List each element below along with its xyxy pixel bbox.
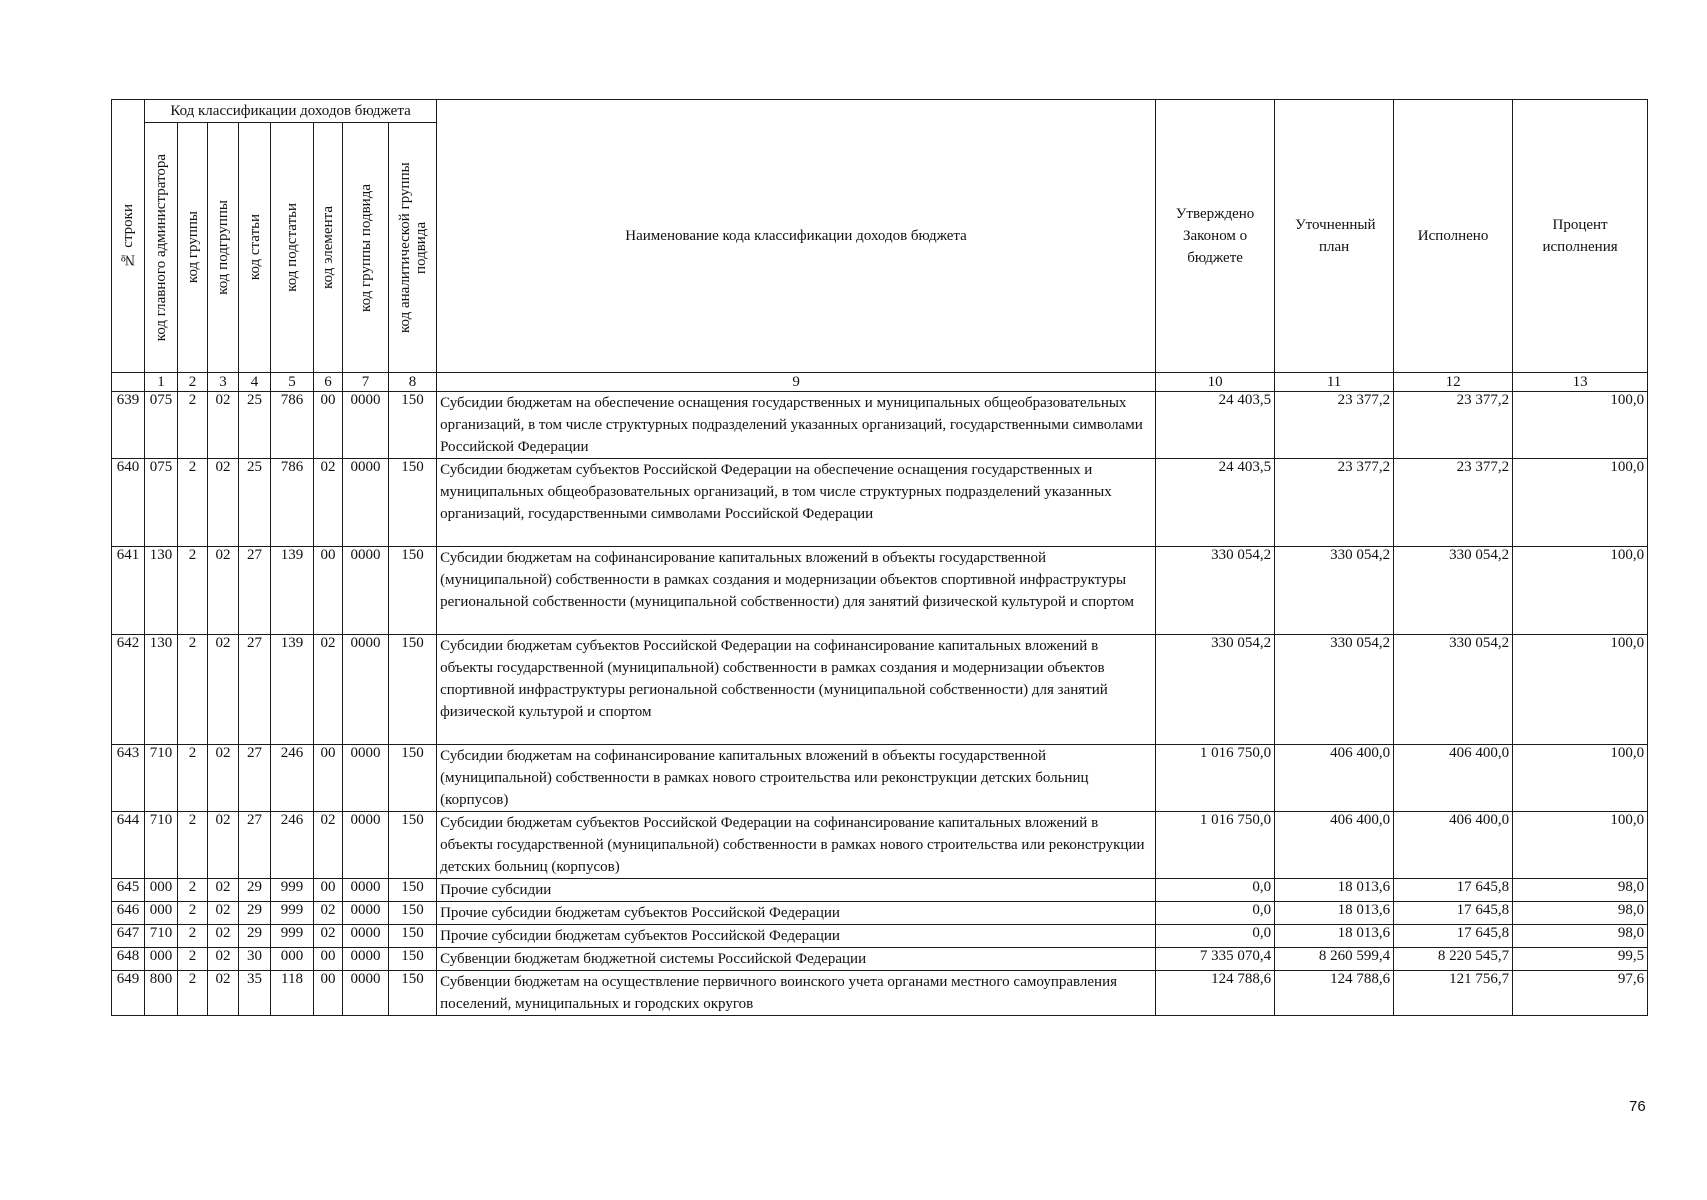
element-code-cell: 00 — [314, 971, 343, 1016]
analytic-group-cell: 150 — [389, 902, 437, 925]
name-header: Наименование кода классификации доходов бюджета — [437, 100, 1156, 373]
subgroup-code-cell: 02 — [208, 392, 239, 459]
subgroup-code-cell: 02 — [208, 971, 239, 1016]
subkind-group-cell: 0000 — [343, 459, 389, 547]
table-row — [112, 547, 1648, 635]
refined-plan-value-cell: 18 013,6 — [1275, 879, 1394, 902]
group-code-cell: 2 — [178, 635, 208, 745]
subkind-group-cell: 0000 — [343, 812, 389, 879]
classification-group-header: Код классификации доходов бюджета — [145, 100, 437, 123]
row-number-cell: 646 — [112, 902, 145, 925]
article-code-cell: 25 — [239, 392, 271, 459]
percent-value-cell: 100,0 — [1513, 547, 1648, 635]
column-number: 8 — [389, 373, 437, 392]
subkind-group-cell: 0000 — [343, 745, 389, 812]
percent-value-cell: 100,0 — [1513, 745, 1648, 812]
analytic-group-cell: 150 — [389, 971, 437, 1016]
approved-value-cell: 24 403,5 — [1156, 392, 1275, 459]
name-cell: Прочие субсидии бюджетам субъектов Российской Федерации — [437, 902, 1156, 925]
group-code-cell: 2 — [178, 879, 208, 902]
analytic-group-cell: 150 — [389, 879, 437, 902]
subgroup-code-cell: 02 — [208, 948, 239, 971]
approved-value-cell: 0,0 — [1156, 879, 1275, 902]
row-number-cell: 641 — [112, 547, 145, 635]
analytic-group-cell: 150 — [389, 547, 437, 635]
element-code-header: код элемента — [314, 123, 343, 373]
analytic-group-cell: 150 — [389, 635, 437, 745]
approved-header: Утверждено Законом о бюджете — [1156, 100, 1275, 373]
approved-value-cell: 24 403,5 — [1156, 459, 1275, 547]
admin-code-cell: 130 — [145, 635, 178, 745]
name-cell: Субвенции бюджетам на осуществление первичного воинского учета органами местного самоуправления поселений, муниципальных и городских округов — [437, 971, 1156, 1016]
row-number-cell: 640 — [112, 459, 145, 547]
element-code-cell: 02 — [314, 925, 343, 948]
group-code-cell: 2 — [178, 971, 208, 1016]
name-cell: Субвенции бюджетам бюджетной системы Российской Федерации — [437, 948, 1156, 971]
refined-plan-value-cell: 406 400,0 — [1275, 812, 1394, 879]
row-number-label: № строки — [120, 204, 136, 268]
subgroup-code-cell: 02 — [208, 902, 239, 925]
element-code-cell: 00 — [314, 547, 343, 635]
percent-value-cell: 98,0 — [1513, 879, 1648, 902]
article-code-cell: 29 — [239, 925, 271, 948]
subkind-group-cell: 0000 — [343, 902, 389, 925]
row-number-cell: 649 — [112, 971, 145, 1016]
article-code-cell: 27 — [239, 547, 271, 635]
percent-value-cell: 100,0 — [1513, 812, 1648, 879]
percent-header: Процент исполнения — [1513, 100, 1648, 373]
analytic-group-cell: 150 — [389, 812, 437, 879]
article-code-cell: 25 — [239, 459, 271, 547]
page-number: 76 — [1629, 1098, 1646, 1115]
table-row — [112, 879, 1648, 902]
executed-value-cell: 406 400,0 — [1394, 812, 1513, 879]
column-number: 3 — [208, 373, 239, 392]
group-code-cell: 2 — [178, 925, 208, 948]
article-code-cell: 29 — [239, 902, 271, 925]
element-code-cell: 00 — [314, 745, 343, 812]
percent-value-cell: 98,0 — [1513, 925, 1648, 948]
row-number-cell: 647 — [112, 925, 145, 948]
group-code-cell: 2 — [178, 948, 208, 971]
approved-value-cell: 0,0 — [1156, 925, 1275, 948]
admin-code-cell: 000 — [145, 902, 178, 925]
admin-code-cell: 000 — [145, 879, 178, 902]
subarticle-code-cell: 246 — [271, 745, 314, 812]
column-number — [112, 373, 145, 392]
table-row — [112, 745, 1648, 812]
article-code-cell: 27 — [239, 635, 271, 745]
group-code-cell: 2 — [178, 547, 208, 635]
table-header — [112, 100, 1648, 392]
table-row — [112, 812, 1648, 879]
element-code-cell: 02 — [314, 812, 343, 879]
table-row — [112, 948, 1648, 971]
name-cell: Субсидии бюджетам субъектов Российской Федерации на софинансирование капитальных вложений в объекты государственной (муниципальной) собственности в рамках создания и модернизации объектов спортивной инфраструктуры региональной собственности (муниципальной собственности) для занятий физической культурой и спортом — [437, 635, 1156, 745]
column-number: 2 — [178, 373, 208, 392]
refined-plan-value-cell: 330 054,2 — [1275, 547, 1394, 635]
percent-value-cell: 98,0 — [1513, 902, 1648, 925]
name-cell: Прочие субсидии — [437, 879, 1156, 902]
executed-value-cell: 17 645,8 — [1394, 902, 1513, 925]
column-number: 13 — [1513, 373, 1648, 392]
name-cell: Субсидии бюджетам на софинансирование капитальных вложений в объекты государственной (муниципальной) собственности в рамках создания и модернизации объектов спортивной инфраструктуры региональной собственности (муниципальной собственности) для занятий физической культурой и спортом — [437, 547, 1156, 635]
admin-code-cell: 710 — [145, 925, 178, 948]
admin-code-cell: 000 — [145, 948, 178, 971]
subarticle-code-cell: 786 — [271, 459, 314, 547]
group-code-cell: 2 — [178, 459, 208, 547]
percent-value-cell: 100,0 — [1513, 635, 1648, 745]
group-code-cell: 2 — [178, 392, 208, 459]
admin-code-cell: 710 — [145, 745, 178, 812]
percent-value-cell: 100,0 — [1513, 459, 1648, 547]
budget-revenue-table — [111, 99, 1648, 1016]
name-cell: Прочие субсидии бюджетам субъектов Российской Федерации — [437, 925, 1156, 948]
subarticle-code-header: код подстатьи — [271, 123, 314, 373]
subkind-group-cell: 0000 — [343, 547, 389, 635]
subkind-group-cell: 0000 — [343, 879, 389, 902]
table-row — [112, 392, 1648, 459]
column-number: 1 — [145, 373, 178, 392]
admin-code-cell: 800 — [145, 971, 178, 1016]
column-number: 4 — [239, 373, 271, 392]
subkind-group-header: код группы подвида — [343, 123, 389, 373]
subgroup-code-header: код подгруппы — [208, 123, 239, 373]
subarticle-code-cell: 999 — [271, 879, 314, 902]
approved-value-cell: 0,0 — [1156, 902, 1275, 925]
admin-code-cell: 130 — [145, 547, 178, 635]
executed-value-cell: 406 400,0 — [1394, 745, 1513, 812]
refined-plan-value-cell: 18 013,6 — [1275, 925, 1394, 948]
table-row — [112, 902, 1648, 925]
column-number: 7 — [343, 373, 389, 392]
subarticle-code-cell: 139 — [271, 547, 314, 635]
name-cell: Субсидии бюджетам на обеспечение оснащения государственных и муниципальных общеобразовательных организаций, в том числе структурных подразделений указанных организаций, государственными символами Российской Федерации — [437, 392, 1156, 459]
article-code-header: код статьи — [239, 123, 271, 373]
refined-plan-value-cell: 18 013,6 — [1275, 902, 1394, 925]
approved-value-cell: 1 016 750,0 — [1156, 745, 1275, 812]
article-code-cell: 29 — [239, 879, 271, 902]
refined-plan-header: Уточненный план — [1275, 100, 1394, 373]
approved-value-cell: 124 788,6 — [1156, 971, 1275, 1016]
approved-value-cell: 330 054,2 — [1156, 547, 1275, 635]
name-cell: Субсидии бюджетам субъектов Российской Федерации на обеспечение оснащения государственных и муниципальных общеобразовательных организаций, в том числе структурных подразделений указанных организаций, государственными символами Российской Федерации — [437, 459, 1156, 547]
article-code-cell: 35 — [239, 971, 271, 1016]
executed-value-cell: 17 645,8 — [1394, 925, 1513, 948]
subarticle-code-cell: 999 — [271, 902, 314, 925]
table-body — [112, 392, 1648, 1016]
subgroup-code-cell: 02 — [208, 745, 239, 812]
admin-code-cell: 710 — [145, 812, 178, 879]
analytic-group-cell: 150 — [389, 392, 437, 459]
article-code-cell: 30 — [239, 948, 271, 971]
column-number: 6 — [314, 373, 343, 392]
subkind-group-cell: 0000 — [343, 971, 389, 1016]
executed-value-cell: 17 645,8 — [1394, 879, 1513, 902]
subgroup-code-cell: 02 — [208, 925, 239, 948]
name-cell: Субсидии бюджетам на софинансирование капитальных вложений в объекты государственной (муниципальной) собственности в рамках нового строительства или реконструкции детских больниц (корпусов) — [437, 745, 1156, 812]
row-number-cell: 643 — [112, 745, 145, 812]
executed-value-cell: 23 377,2 — [1394, 459, 1513, 547]
group-code-cell: 2 — [178, 812, 208, 879]
subarticle-code-cell: 786 — [271, 392, 314, 459]
row-number-cell: 639 — [112, 392, 145, 459]
table-row — [112, 925, 1648, 948]
subgroup-code-cell: 02 — [208, 547, 239, 635]
column-number-row — [112, 373, 1648, 392]
subarticle-code-cell: 000 — [271, 948, 314, 971]
subarticle-code-cell: 999 — [271, 925, 314, 948]
group-code-header: код группы — [178, 123, 208, 373]
column-number: 10 — [1156, 373, 1275, 392]
executed-value-cell: 121 756,7 — [1394, 971, 1513, 1016]
row-number-cell: 644 — [112, 812, 145, 879]
approved-value-cell: 330 054,2 — [1156, 635, 1275, 745]
approved-value-cell: 7 335 070,4 — [1156, 948, 1275, 971]
analytic-group-cell: 150 — [389, 745, 437, 812]
analytic-group-cell: 150 — [389, 925, 437, 948]
executed-value-cell: 8 220 545,7 — [1394, 948, 1513, 971]
subgroup-code-cell: 02 — [208, 635, 239, 745]
percent-value-cell: 99,5 — [1513, 948, 1648, 971]
table-row — [112, 971, 1648, 1016]
element-code-cell: 00 — [314, 879, 343, 902]
admin-code-header: код главного администратора — [145, 123, 178, 373]
group-code-cell: 2 — [178, 745, 208, 812]
column-number: 12 — [1394, 373, 1513, 392]
row-number-header — [112, 100, 145, 373]
element-code-cell: 02 — [314, 902, 343, 925]
percent-value-cell: 100,0 — [1513, 392, 1648, 459]
article-code-cell: 27 — [239, 812, 271, 879]
row-number-cell: 642 — [112, 635, 145, 745]
refined-plan-value-cell: 330 054,2 — [1275, 635, 1394, 745]
subkind-group-cell: 0000 — [343, 635, 389, 745]
element-code-cell: 02 — [314, 459, 343, 547]
analytic-group-cell: 150 — [389, 459, 437, 547]
executed-value-cell: 23 377,2 — [1394, 392, 1513, 459]
refined-plan-value-cell: 406 400,0 — [1275, 745, 1394, 812]
subgroup-code-cell: 02 — [208, 879, 239, 902]
column-number: 9 — [437, 373, 1156, 392]
subarticle-code-cell: 139 — [271, 635, 314, 745]
refined-plan-value-cell: 23 377,2 — [1275, 392, 1394, 459]
admin-code-cell: 075 — [145, 392, 178, 459]
column-number: 11 — [1275, 373, 1394, 392]
percent-value-cell: 97,6 — [1513, 971, 1648, 1016]
refined-plan-value-cell: 124 788,6 — [1275, 971, 1394, 1016]
admin-code-cell: 075 — [145, 459, 178, 547]
subkind-group-cell: 0000 — [343, 948, 389, 971]
analytic-group-header: код аналитической группы подвида — [389, 123, 437, 373]
name-cell: Субсидии бюджетам субъектов Российской Федерации на софинансирование капитальных вложений в объекты государственной (муниципальной) собственности в рамках нового строительства или реконструкции детских больниц (корпусов) — [437, 812, 1156, 879]
element-code-cell: 02 — [314, 635, 343, 745]
row-number-cell: 648 — [112, 948, 145, 971]
refined-plan-value-cell: 8 260 599,4 — [1275, 948, 1394, 971]
subgroup-code-cell: 02 — [208, 459, 239, 547]
executed-header: Исполнено — [1394, 100, 1513, 373]
analytic-group-cell: 150 — [389, 948, 437, 971]
approved-value-cell: 1 016 750,0 — [1156, 812, 1275, 879]
executed-value-cell: 330 054,2 — [1394, 547, 1513, 635]
group-code-cell: 2 — [178, 902, 208, 925]
element-code-cell: 00 — [314, 948, 343, 971]
table-row — [112, 459, 1648, 547]
row-number-cell: 645 — [112, 879, 145, 902]
subgroup-code-cell: 02 — [208, 812, 239, 879]
executed-value-cell: 330 054,2 — [1394, 635, 1513, 745]
article-code-cell: 27 — [239, 745, 271, 812]
subkind-group-cell: 0000 — [343, 925, 389, 948]
refined-plan-value-cell: 23 377,2 — [1275, 459, 1394, 547]
column-number: 5 — [271, 373, 314, 392]
subarticle-code-cell: 246 — [271, 812, 314, 879]
element-code-cell: 00 — [314, 392, 343, 459]
subkind-group-cell: 0000 — [343, 392, 389, 459]
subarticle-code-cell: 118 — [271, 971, 314, 1016]
table-row — [112, 635, 1648, 745]
